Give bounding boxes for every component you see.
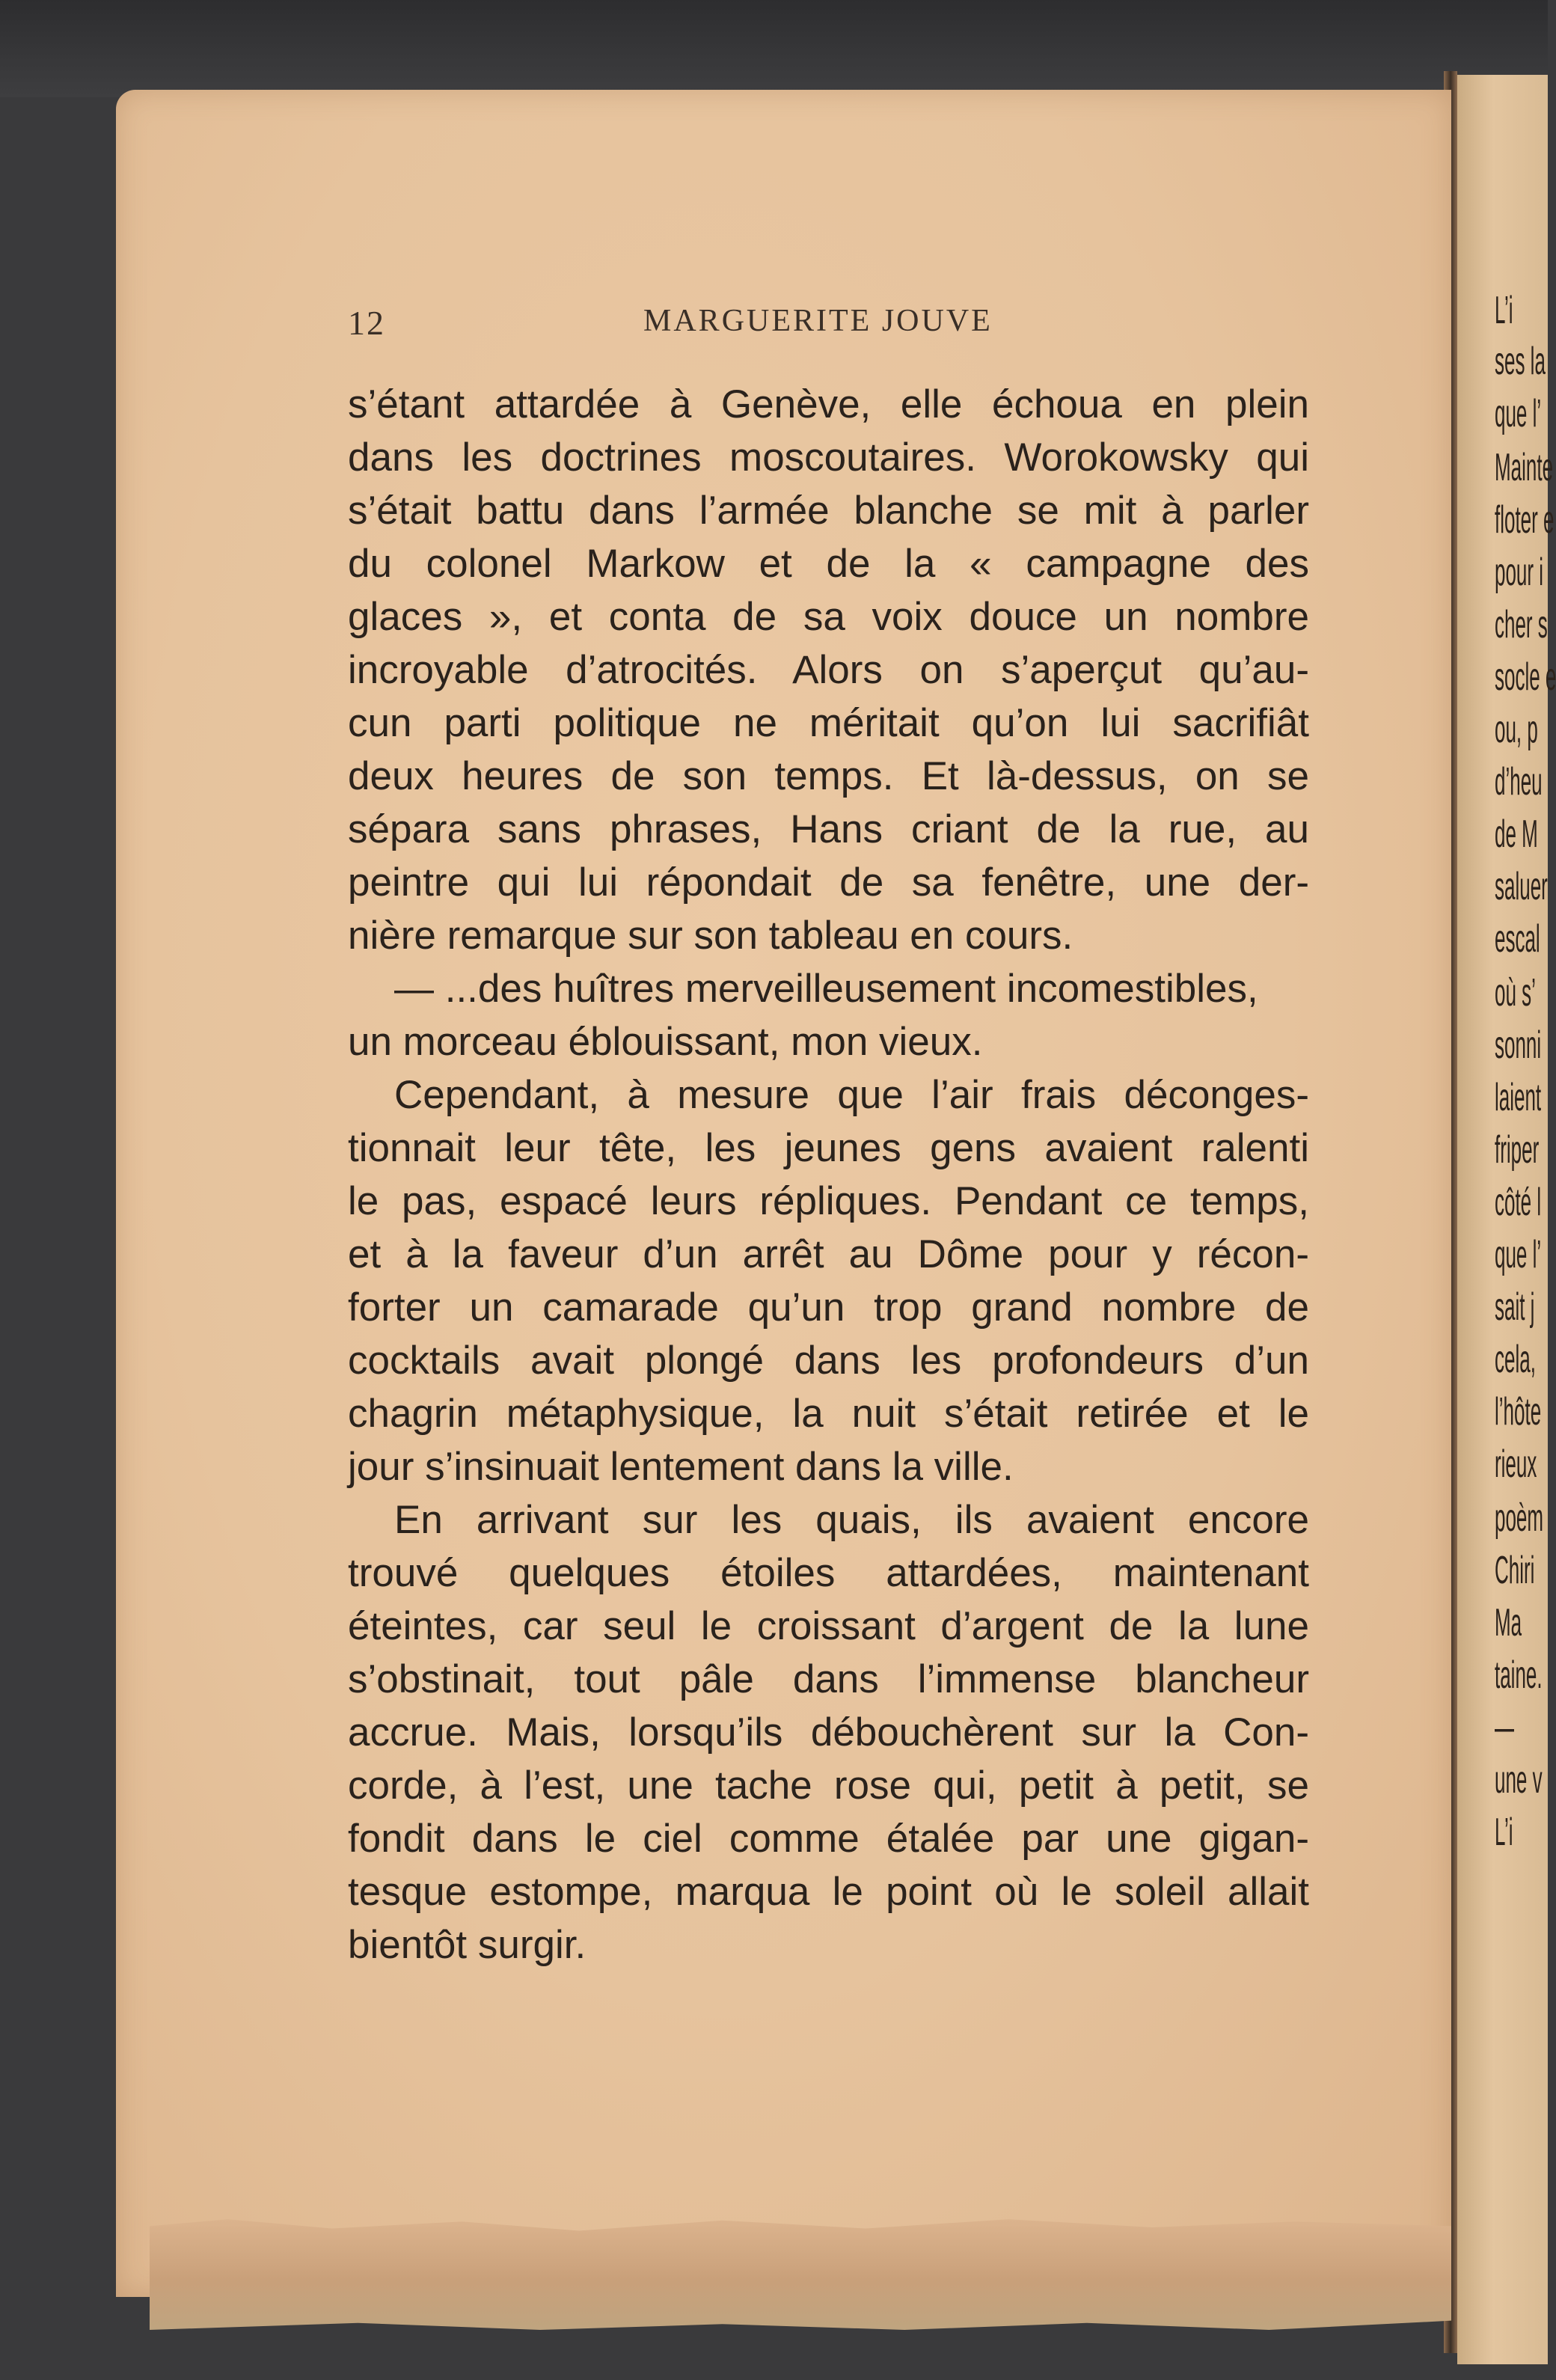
facing-page-fragment: floter e xyxy=(1495,498,1555,542)
facing-page-fragment: pour i xyxy=(1495,551,1544,594)
facing-page-fragment: L’i xyxy=(1495,1811,1513,1854)
facing-page-fragment: ou, p xyxy=(1495,708,1538,751)
facing-page-fragment: Mainte xyxy=(1495,446,1554,489)
facing-page-fragment: que l’ xyxy=(1495,392,1542,435)
page-bottom-edge xyxy=(150,2215,1451,2330)
text-line: un morceau éblouissant, mon vieux. xyxy=(348,1020,983,1064)
facing-page-fragment: — xyxy=(1495,1706,1514,1749)
facing-page-fragment: que l’ xyxy=(1495,1233,1542,1276)
facing-page-fragment: Ma xyxy=(1495,1601,1522,1645)
text-line: accrue. Mais, lorsqu’ils débouchèrent sur la Con- xyxy=(348,1710,1309,1755)
facing-page-edge xyxy=(1457,75,1556,2364)
text-line: trouvé quelques étoiles attardées, maintenant xyxy=(348,1551,1309,1595)
text-line: chagrin métaphysique, la nuit s’était retirée et le xyxy=(348,1392,1309,1436)
text-line: En arrivant sur les quais, ils avaient encore xyxy=(394,1498,1309,1542)
text-line: éteintes, car seul le croissant d’argent de la lune xyxy=(348,1604,1309,1648)
facing-page-fragment: où s’ xyxy=(1495,971,1536,1015)
text-line: dans les doctrines moscoutaires. Worokowsky qui xyxy=(348,435,1309,480)
page-number: 12 xyxy=(348,304,385,342)
text-line: du colonel Markow et de la « campagne des xyxy=(348,542,1309,586)
text-line: et à la faveur d’un arrêt au Dôme pour y récon- xyxy=(348,1232,1309,1276)
text-line: s’étant attardée à Genève, elle échoua en plein xyxy=(348,382,1309,426)
text-line: glaces », et conta de sa voix douce un nombre xyxy=(348,595,1309,639)
text-line: — ...des huîtres merveilleusement incomestibles, xyxy=(394,967,1258,1011)
text-line: deux heures de son temps. Et là-dessus, on se xyxy=(348,754,1309,798)
facing-page-fragment: côté l xyxy=(1495,1181,1542,1224)
facing-page-fragment: de M xyxy=(1495,813,1538,856)
text-line: s’obstinait, tout pâle dans l’immense blancheur xyxy=(348,1657,1309,1701)
facing-page-fragment: taine. xyxy=(1495,1654,1543,1697)
facing-page-fragment: sait j xyxy=(1495,1285,1535,1329)
facing-page-fragment: d’heu xyxy=(1495,760,1543,804)
text-line: tesque estompe, marqua le point où le soleil allait xyxy=(348,1870,1309,1914)
text-line: bientôt surgir. xyxy=(348,1923,586,1967)
text-line: sépara sans phrases, Hans criant de la rue, au xyxy=(348,807,1309,851)
facing-page-fragment: laient xyxy=(1495,1076,1542,1119)
text-line: le pas, espacé leurs répliques. Pendant ce temps, xyxy=(348,1179,1309,1223)
text-line: tionnait leur tête, les jeunes gens avaient ralenti xyxy=(348,1126,1309,1170)
facing-page-fragment: L’i xyxy=(1495,289,1513,332)
text-line: cun parti politique ne méritait qu’on lui sacrifiât xyxy=(348,701,1309,745)
facing-page-fragment: sonni xyxy=(1495,1024,1542,1067)
text-line: jour s’insinuait lentement dans la ville. xyxy=(348,1445,1014,1489)
text-line: nière remarque sur son tableau en cours. xyxy=(348,914,1073,958)
text-line: fondit dans le ciel comme étalée par une gigan- xyxy=(348,1817,1309,1861)
facing-page-fragment: poèm xyxy=(1495,1496,1544,1540)
background-top xyxy=(0,0,1548,97)
facing-page-fragment: cela, xyxy=(1495,1338,1536,1381)
facing-page-fragment: l’hôte xyxy=(1495,1390,1542,1434)
facing-page-fragment: socle e xyxy=(1495,655,1556,699)
text-line: forter un camarade qu’un trop grand nombre de xyxy=(348,1285,1309,1330)
facing-page-fragment: ses la xyxy=(1495,340,1546,383)
facing-page-fragment: saluer xyxy=(1495,865,1548,908)
text-line: incroyable d’atrocités. Alors on s’aperçut qu’au- xyxy=(348,648,1309,692)
text-line: s’était battu dans l’armée blanche se mit à parler xyxy=(348,489,1309,533)
text-line: cocktails avait plongé dans les profondeurs d’un xyxy=(348,1339,1309,1383)
facing-page-fragment: friper xyxy=(1495,1128,1540,1172)
body-text xyxy=(348,378,1309,1971)
facing-page-fragment: cher s xyxy=(1495,603,1548,646)
text-line: Cependant, à mesure que l’air frais déconges- xyxy=(394,1073,1309,1117)
text-line: peintre qui lui répondait de sa fenêtre, une der- xyxy=(348,860,1309,905)
facing-page-fragment: Chiri xyxy=(1495,1549,1535,1592)
text-line: corde, à l’est, une tache rose qui, petit à petit, se xyxy=(348,1763,1309,1808)
facing-page-fragment: rieux xyxy=(1495,1443,1537,1486)
running-title: MARGUERITE JOUVE xyxy=(643,304,993,338)
facing-page-fragment: une v xyxy=(1495,1758,1543,1802)
running-head xyxy=(0,303,1548,355)
facing-page-fragment: escal xyxy=(1495,917,1540,961)
